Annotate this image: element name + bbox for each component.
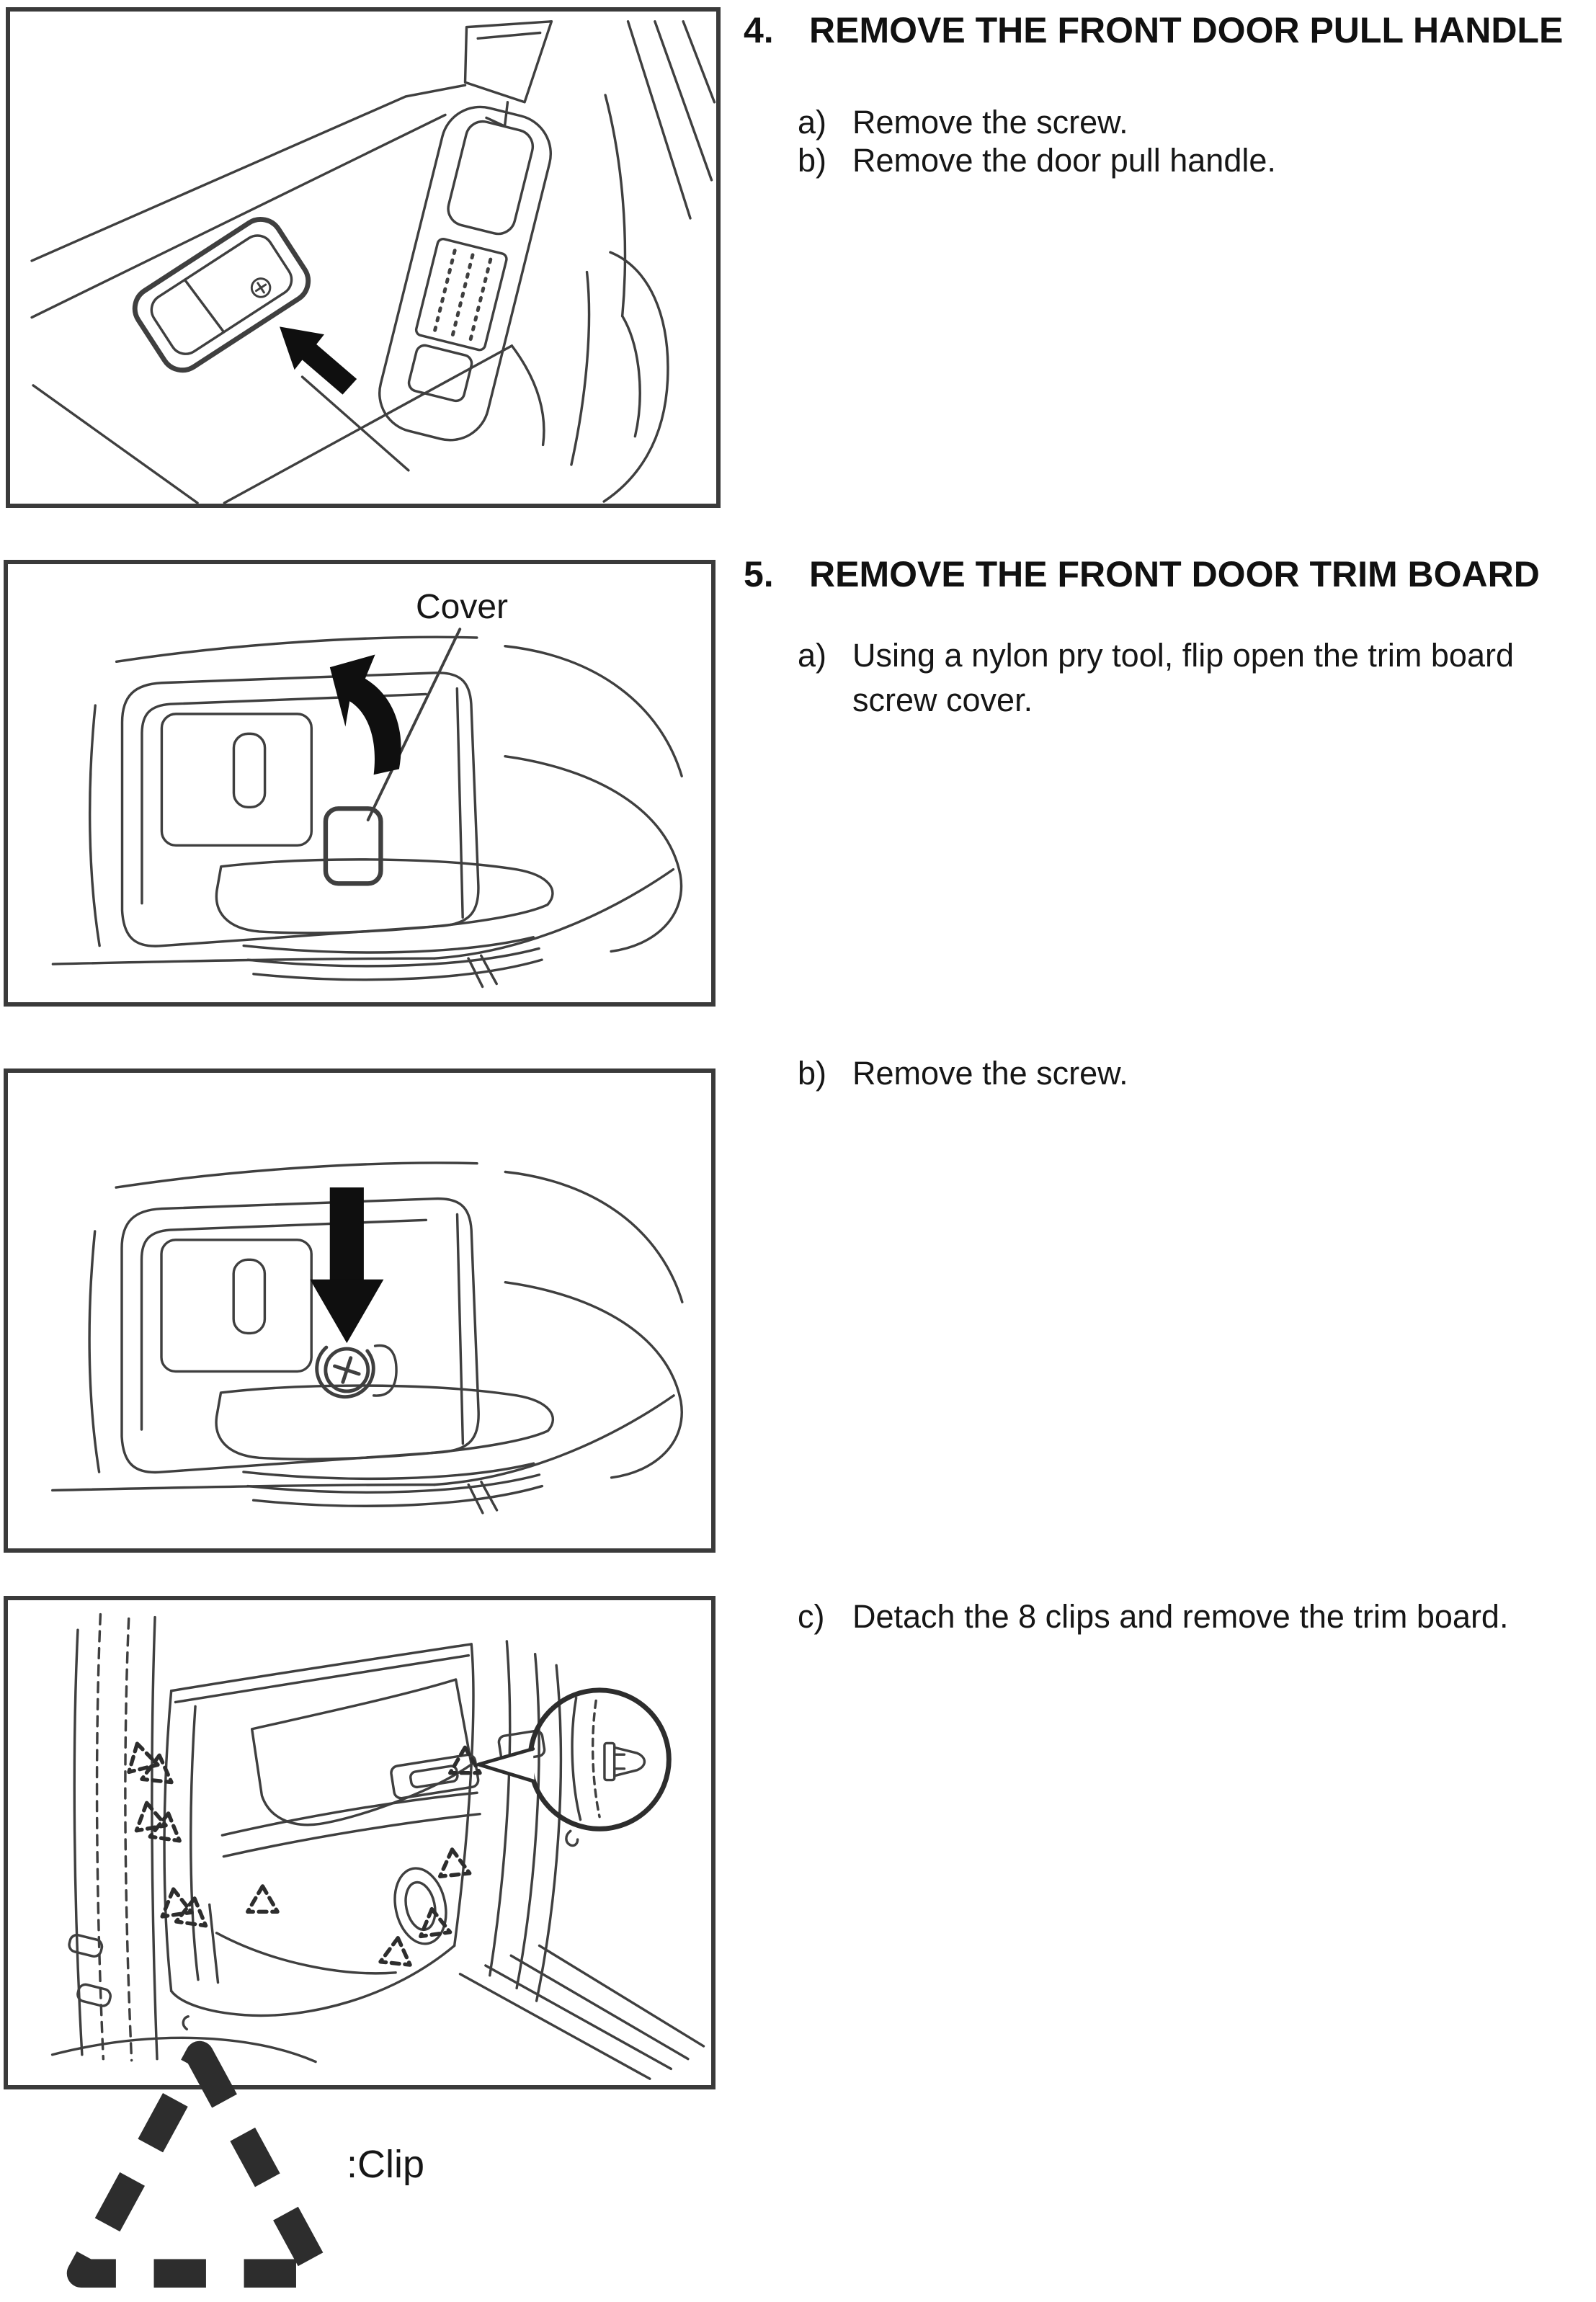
cover-label: Cover: [416, 588, 509, 626]
clip-legend: [53, 2027, 425, 2302]
down-arrow-icon: [310, 1187, 383, 1343]
step-4b: [798, 138, 1276, 183]
step-text: Detach the 8 clips and remove the trim board.: [852, 1598, 1509, 1635]
clip-locations-illustration: [8, 1600, 711, 2085]
curved-arrow-icon: [330, 655, 401, 775]
section-5-heading: [744, 554, 1540, 595]
door-trim-board: [164, 1644, 578, 2016]
step-5c: [798, 1594, 1508, 1639]
seat-outline: [571, 95, 668, 501]
section-4-heading: [744, 10, 1563, 51]
step-5a: [798, 633, 1573, 723]
step-5b: [798, 1051, 1128, 1096]
section-number: 4.: [744, 10, 774, 50]
pull-handle-pocket: [127, 211, 316, 378]
step-letter: a): [798, 104, 827, 140]
step-text: Remove the screw.: [852, 1055, 1128, 1092]
step-letter: b): [798, 1055, 827, 1092]
pillar-line: [628, 22, 690, 218]
figure-pull-handle-frame: [6, 7, 721, 508]
figure-screw-cover-frame: [4, 560, 715, 1007]
inside-handle-lever: [216, 860, 553, 980]
section-title: REMOVE THE FRONT DOOR TRIM BOARD: [809, 554, 1540, 594]
screw-icon: [248, 275, 273, 300]
a-pillar-lines: [68, 1615, 157, 2061]
figure-clip-locations-frame: [4, 1596, 715, 2186]
door-edge-line: [32, 115, 445, 317]
b-pillar-lines: [490, 1641, 561, 2001]
screw-cover: [326, 808, 380, 883]
step-letter: b): [798, 142, 827, 179]
figure-trim-screw-frame: [4, 1069, 715, 1553]
section-title: REMOVE THE FRONT DOOR PULL HANDLE: [809, 10, 1564, 50]
clip-legend-label: :Clip: [347, 2142, 425, 2186]
step-letter: c): [798, 1598, 825, 1635]
dashed-triangle-icon: [53, 2027, 347, 2302]
armrest-switch-assembly: [371, 99, 558, 448]
trim-screw-illustration: [8, 1073, 711, 1548]
step-letter: a): [798, 637, 827, 674]
step-text: Remove the door pull handle.: [852, 142, 1276, 179]
step-text: Using a nylon pry tool, flip open the trim board screw cover.: [852, 637, 1514, 718]
pull-handle-illustration: [10, 12, 716, 504]
inside-handle-lever: [216, 1386, 553, 1506]
arrow-icon: [280, 326, 357, 394]
section-number: 5.: [744, 554, 774, 594]
mirror-sail-panel: [465, 22, 552, 126]
clip-icon: [605, 1743, 645, 1780]
door-handle-bezel: [122, 1199, 478, 1473]
trim-board-screw: [317, 1346, 396, 1397]
step-text: Remove the screw.: [852, 104, 1128, 140]
clip-markers: [122, 1740, 480, 1965]
door-handle-bezel: [122, 673, 478, 946]
screw-cover-illustration: [8, 564, 711, 1002]
